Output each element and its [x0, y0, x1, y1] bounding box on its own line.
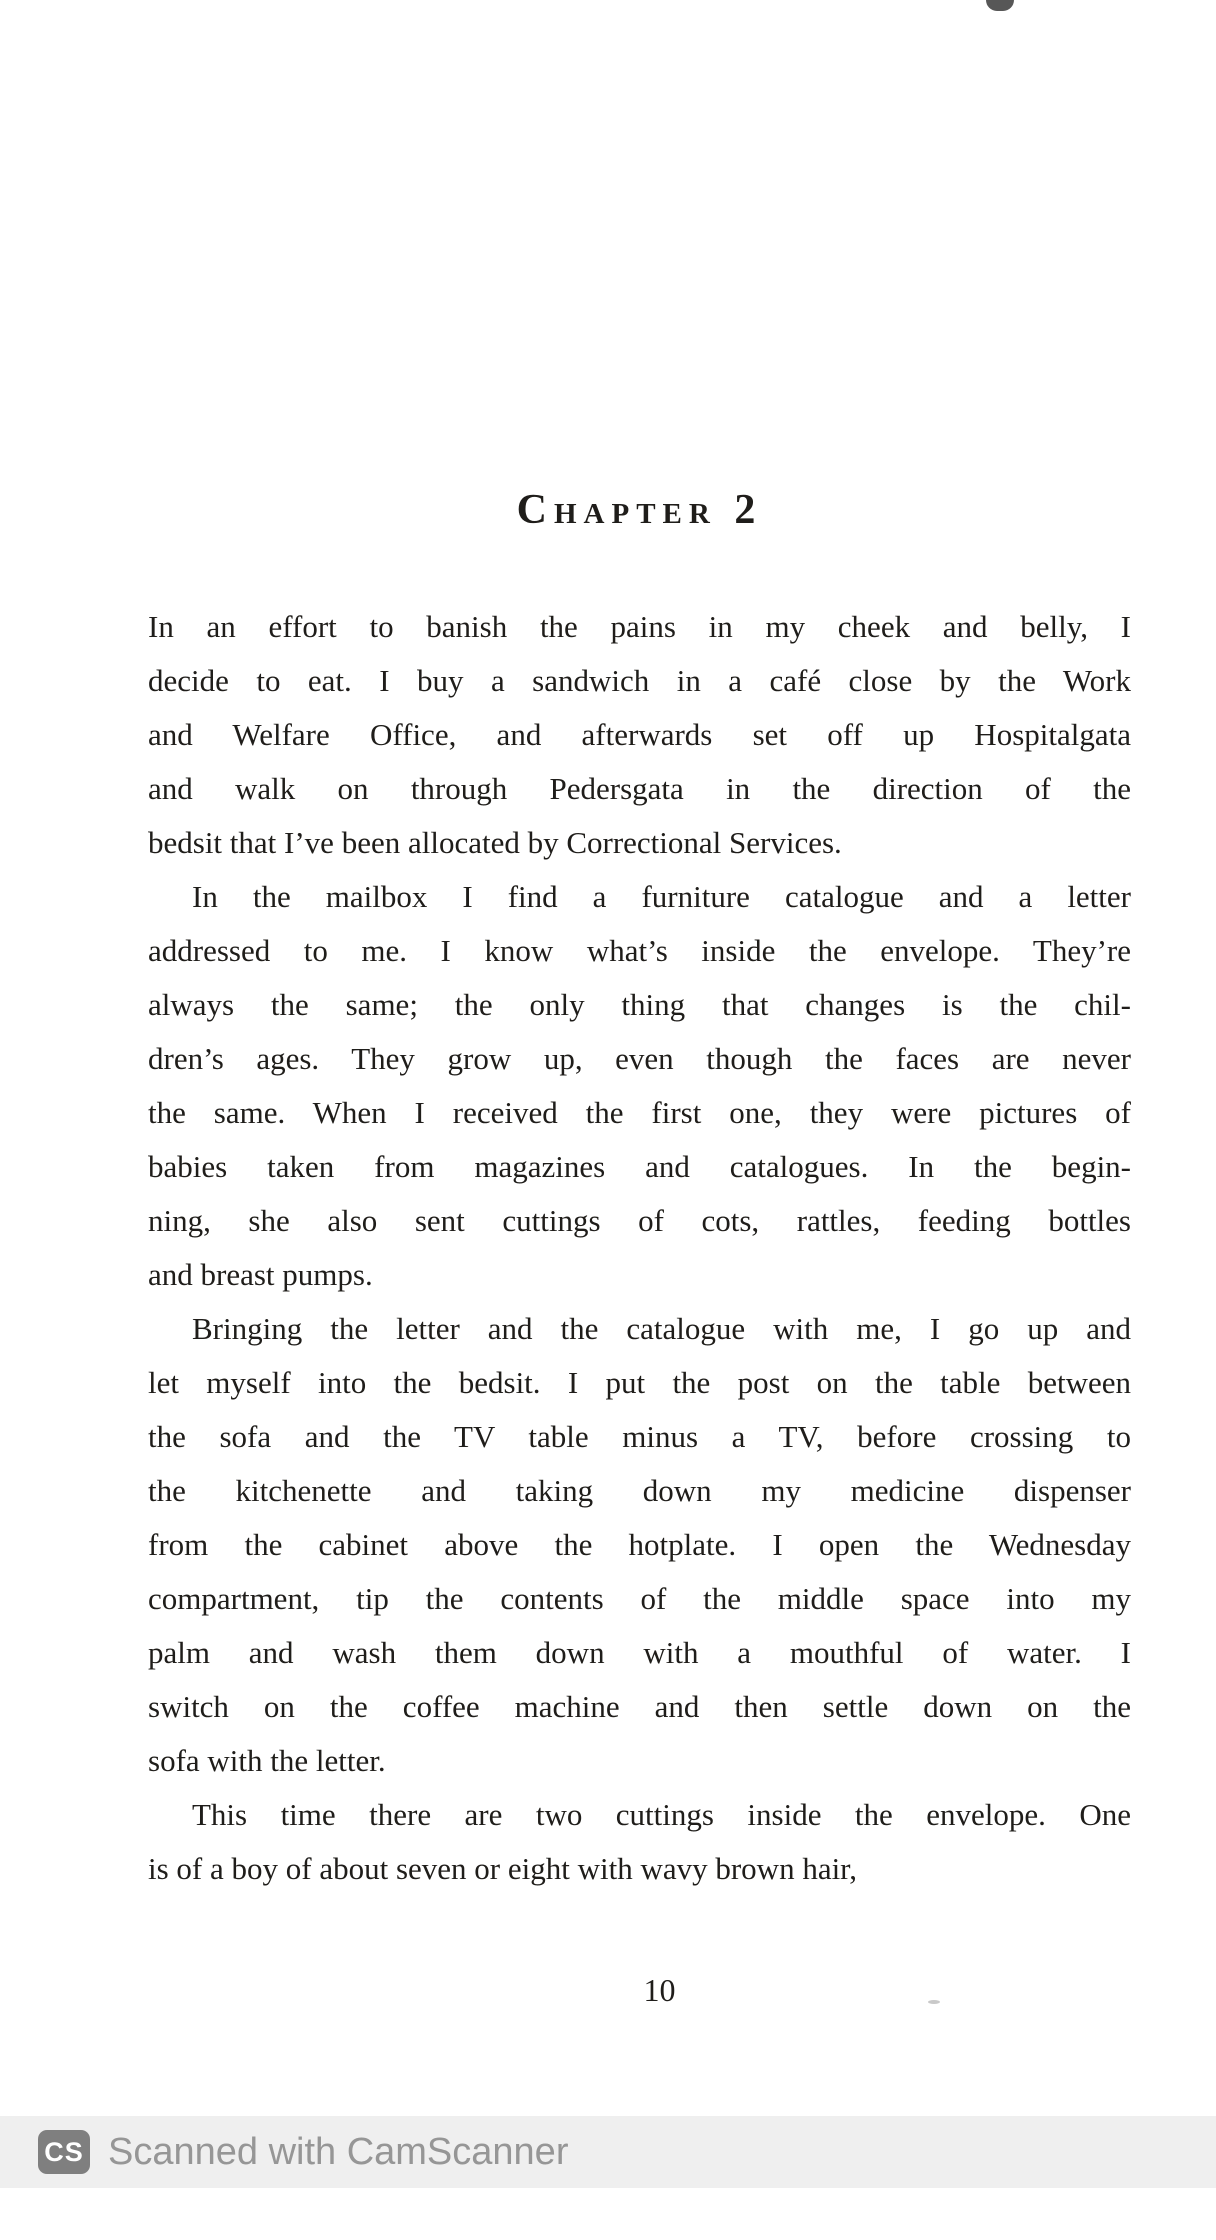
text-line: In an effort to banish the pains in my cheek and belly, I	[148, 609, 1131, 644]
text-line: babies taken from magazines and catalogues. In the begin-	[148, 1149, 1131, 1184]
text-line: the same. When I received the first one, they were pictures of	[148, 1095, 1131, 1130]
text-line: dren’s ages. They grow up, even though the faces are never	[148, 1041, 1131, 1076]
text-line: In the mailbox I find a furniture catalogue and a letter	[192, 879, 1131, 914]
text-line: from the cabinet above the hotplate. I open the Wednesday	[148, 1527, 1131, 1562]
scan-artifact	[986, 0, 1014, 11]
text-block	[148, 600, 1131, 1896]
text-line: compartment, tip the contents of the middle space into my	[148, 1581, 1131, 1616]
text-line: sofa with the letter.	[148, 1743, 386, 1778]
text-line: the sofa and the TV table minus a TV, before crossing to	[148, 1419, 1131, 1454]
text-line: and breast pumps.	[148, 1257, 373, 1292]
scan-speck	[928, 2000, 940, 2004]
text-line: decide to eat. I buy a sandwich in a café close by the Work	[148, 663, 1131, 698]
text-line: This time there are two cuttings inside the envelope. One	[192, 1797, 1131, 1832]
text-line: is of a boy of about seven or eight with wavy brown hair,	[148, 1851, 858, 1886]
paragraph	[148, 1302, 1131, 1788]
page-number: 10	[643, 1972, 676, 2008]
text-line: switch on the coffee machine and then settle down on the	[148, 1689, 1131, 1724]
text-line: always the same; the only thing that changes is the chil-	[148, 987, 1131, 1022]
text-line: let myself into the bedsit. I put the post on the table between	[148, 1365, 1131, 1400]
text-line: and walk on through Pedersgata in the direction of the	[148, 771, 1131, 806]
text-line: Bringing the letter and the catalogue with me, I go up and	[192, 1311, 1131, 1346]
camscanner-watermark-bar	[0, 2116, 1216, 2188]
paragraph	[148, 870, 1131, 1302]
chapter-heading: Chapter 2	[516, 487, 763, 533]
text-line: palm and wash them down with a mouthful of water. I	[148, 1635, 1131, 1670]
text-line: the kitchenette and taking down my medicine dispenser	[148, 1473, 1131, 1508]
camscanner-logo-icon: CS	[38, 2130, 90, 2174]
paragraph	[148, 600, 1131, 870]
camscanner-watermark-text: Scanned with CamScanner	[108, 2130, 569, 2173]
text-line: bedsit that I’ve been allocated by Correctional Services.	[148, 825, 842, 860]
text-line: addressed to me. I know what’s inside the envelope. They’re	[148, 933, 1131, 968]
paragraph	[148, 1788, 1131, 1896]
text-line: ning, she also sent cuttings of cots, rattles, feeding bottles	[148, 1203, 1131, 1238]
text-line: and Welfare Office, and afterwards set off up Hospitalgata	[148, 717, 1131, 752]
